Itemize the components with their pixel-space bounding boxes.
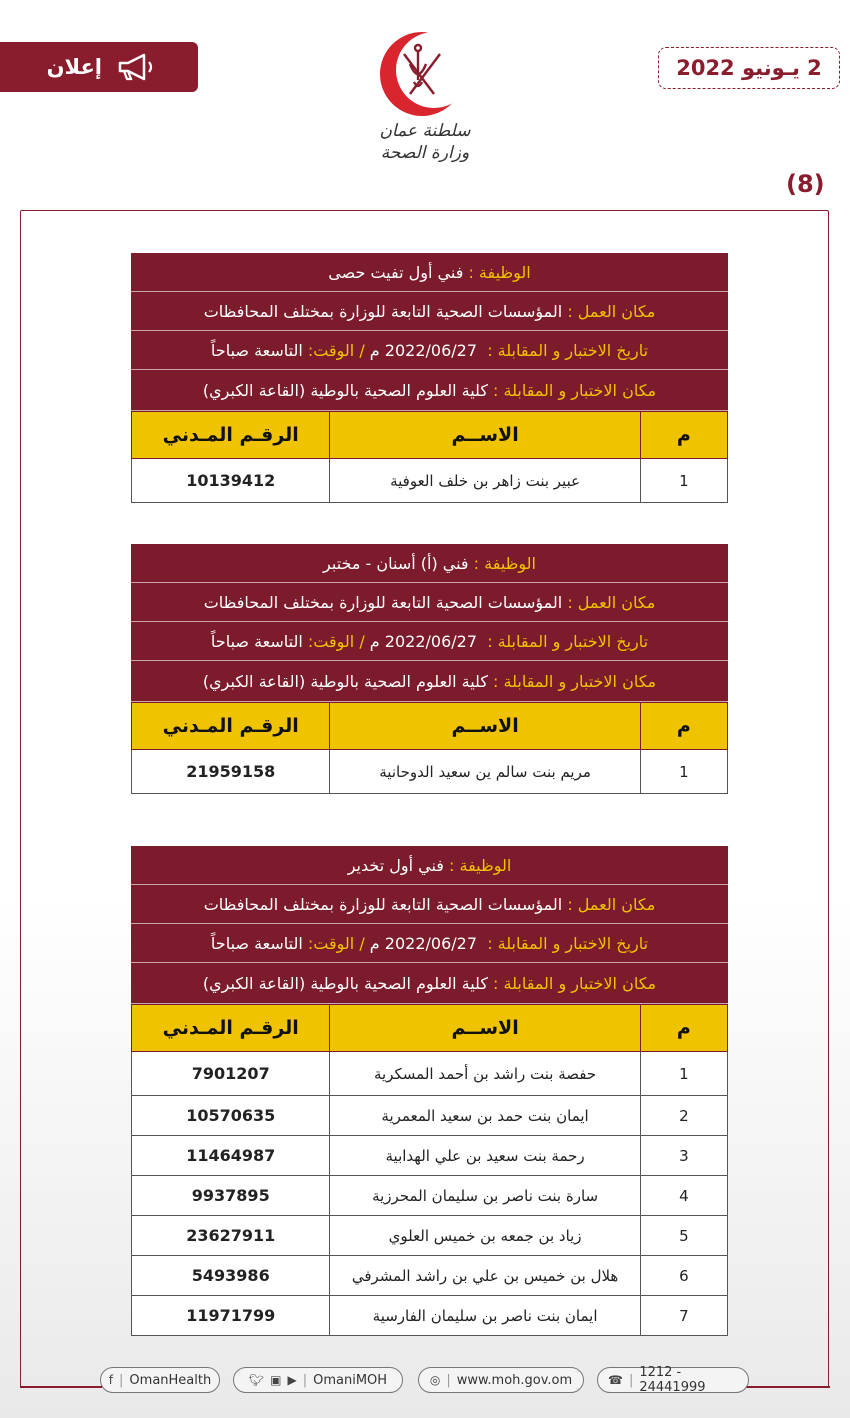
row-name: مريم بنت سالم ين سعيد الدوحانية	[330, 750, 640, 794]
row-index: 1	[640, 1052, 727, 1096]
workplace-row	[131, 885, 728, 924]
phone-icon: ☎	[608, 1373, 623, 1387]
job-block	[131, 846, 728, 1336]
workplace-row	[131, 292, 728, 331]
exam-date: 2022/06/27 م	[369, 631, 478, 651]
time-label: / الوقت:	[307, 631, 365, 651]
job-title: فني أول تخدير	[347, 855, 444, 875]
col-name-header: الاســم	[330, 1005, 640, 1052]
row-name: حفصة بنت راشد بن أحمد المسكرية	[330, 1052, 640, 1096]
instagram-icon: ▣	[270, 1373, 282, 1387]
exam-time: التاسعة صباحاً	[210, 340, 303, 360]
row-index: 4	[640, 1176, 727, 1216]
row-index: 1	[640, 459, 727, 503]
row-civil-id: 7901207	[132, 1052, 330, 1096]
time-label: / الوقت:	[307, 340, 365, 360]
row-index: 7	[640, 1296, 727, 1336]
row-name: زياد بن جمعه بن خميس العلوي	[330, 1216, 640, 1256]
col-name-header: الاســم	[330, 412, 640, 459]
row-index: 6	[640, 1256, 727, 1296]
row-name: ايمان بنت ناصر بن سليمان الفارسية	[330, 1296, 640, 1336]
col-index-header: م	[640, 1005, 727, 1052]
row-civil-id: 21959158	[132, 750, 330, 794]
website-url: www.moh.gov.om	[456, 1372, 573, 1388]
row-civil-id: 11464987	[132, 1136, 330, 1176]
venue-label: مكان الاختبار و المقابلة :	[493, 380, 657, 400]
phone-link[interactable]: ☎ | 1212 - 24441999	[597, 1367, 749, 1393]
col-name-header: الاســم	[330, 703, 640, 750]
date-text: 2 يـونيو 2022	[676, 56, 822, 80]
table-header	[132, 703, 728, 750]
table-header	[132, 412, 728, 459]
venue-value: كلية العلوم الصحية بالوطية (القاعة الكبري)	[202, 671, 488, 691]
table-header	[132, 1005, 728, 1052]
job-label: الوظيفة :	[449, 855, 512, 875]
schedule-row	[131, 622, 728, 661]
venue-row	[131, 370, 728, 411]
table-row	[132, 1216, 728, 1256]
job-label: الوظيفة :	[468, 262, 531, 282]
exam-date: 2022/06/27 م	[369, 933, 478, 953]
row-index: 1	[640, 750, 727, 794]
table-row	[132, 1136, 728, 1176]
schedule-row	[131, 924, 728, 963]
table-row	[132, 459, 728, 503]
workplace-label: مكان العمل :	[567, 894, 656, 914]
job-block	[131, 544, 728, 794]
row-name: سارة بنت ناصر بن سليمان المحرزية	[330, 1176, 640, 1216]
facebook-icon: f	[108, 1373, 114, 1387]
table-row	[132, 1256, 728, 1296]
workplace-value: المؤسسات الصحية التابعة للوزارة بمختلف المحافظات	[203, 894, 563, 914]
workplace-label: مكان العمل :	[567, 592, 656, 612]
candidates-table	[131, 1004, 728, 1336]
time-label: / الوقت:	[307, 933, 365, 953]
globe-icon: ◎	[429, 1373, 441, 1387]
workplace-value: المؤسسات الصحية التابعة للوزارة بمختلف المحافظات	[203, 301, 563, 321]
venue-row	[131, 963, 728, 1004]
table-row	[132, 1096, 728, 1136]
job-label: الوظيفة :	[473, 553, 536, 573]
crescent-emblem-icon	[360, 24, 490, 124]
exam-date: 2022/06/27 م	[369, 340, 478, 360]
social-links[interactable]: 🐦︎ ▣ ▶ | OmaniMOH	[233, 1367, 403, 1393]
megaphone-icon	[116, 52, 158, 82]
ministry-name	[350, 120, 500, 164]
table-row	[132, 1176, 728, 1216]
col-civil-id-header: الرقـم المـدني	[132, 1005, 330, 1052]
social-handle: OmaniMOH	[313, 1372, 388, 1388]
job-title: فني أول تفيت حصى	[328, 262, 464, 282]
job-row	[131, 846, 728, 885]
job-title: فني (أ) أسنان - مختبر	[323, 553, 469, 573]
venue-value: كلية العلوم الصحية بالوطية (القاعة الكبري)	[202, 380, 488, 400]
row-civil-id: 9937895	[132, 1176, 330, 1216]
venue-label: مكان الاختبار و المقابلة :	[493, 671, 657, 691]
job-row	[131, 544, 728, 583]
workplace-label: مكان العمل :	[567, 301, 656, 321]
table-row	[132, 1052, 728, 1096]
announcement-banner	[0, 42, 198, 92]
ministry-name-line1: سلطنة عمان	[379, 121, 471, 141]
ministry-name-line2: وزارة الصحة	[380, 143, 470, 163]
table-row	[132, 750, 728, 794]
website-link[interactable]: ◎ | www.moh.gov.om	[418, 1367, 584, 1393]
col-civil-id-header: الرقـم المـدني	[132, 703, 330, 750]
phone-number: 1212 - 24441999	[639, 1365, 706, 1395]
frame-divider	[746, 1386, 830, 1388]
row-index: 2	[640, 1096, 727, 1136]
col-index-header: م	[640, 703, 727, 750]
date-badge	[658, 47, 840, 89]
twitter-icon: 🐦︎	[248, 1373, 265, 1387]
venue-label: مكان الاختبار و المقابلة :	[493, 973, 657, 993]
col-index-header: م	[640, 412, 727, 459]
youtube-icon: ▶	[287, 1373, 297, 1387]
row-civil-id: 11971799	[132, 1296, 330, 1336]
announcement-label: إعلان	[46, 55, 102, 79]
venue-row	[131, 661, 728, 702]
row-civil-id: 10570635	[132, 1096, 330, 1136]
page-number: (8)	[786, 170, 825, 198]
workplace-row	[131, 583, 728, 622]
date-label: تاريخ الاختبار و المقابلة :	[487, 933, 649, 953]
frame-divider	[20, 1386, 102, 1388]
table-row	[132, 1296, 728, 1336]
row-civil-id: 10139412	[132, 459, 330, 503]
col-civil-id-header: الرقـم المـدني	[132, 412, 330, 459]
venue-value: كلية العلوم الصحية بالوطية (القاعة الكبري)	[202, 973, 488, 993]
workplace-value: المؤسسات الصحية التابعة للوزارة بمختلف المحافظات	[203, 592, 563, 612]
candidates-table	[131, 411, 728, 503]
row-index: 3	[640, 1136, 727, 1176]
job-block	[131, 253, 728, 503]
facebook-link[interactable]: f | OmanHealth	[100, 1367, 220, 1393]
facebook-handle: OmanHealth	[129, 1372, 212, 1388]
row-name: عبير بنت زاهر بن خلف العوفية	[330, 459, 640, 503]
date-label: تاريخ الاختبار و المقابلة :	[487, 631, 649, 651]
exam-time: التاسعة صباحاً	[210, 631, 303, 651]
job-row	[131, 253, 728, 292]
row-index: 5	[640, 1216, 727, 1256]
date-label: تاريخ الاختبار و المقابلة :	[487, 340, 649, 360]
row-civil-id: 23627911	[132, 1216, 330, 1256]
row-name: ايمان بنت حمد بن سعيد المعمرية	[330, 1096, 640, 1136]
row-name: هلال بن خميس بن علي بن راشد المشرفي	[330, 1256, 640, 1296]
exam-time: التاسعة صباحاً	[210, 933, 303, 953]
candidates-table	[131, 702, 728, 794]
row-civil-id: 5493986	[132, 1256, 330, 1296]
row-name: رحمة بنت سعيد بن علي الهدابية	[330, 1136, 640, 1176]
schedule-row	[131, 331, 728, 370]
